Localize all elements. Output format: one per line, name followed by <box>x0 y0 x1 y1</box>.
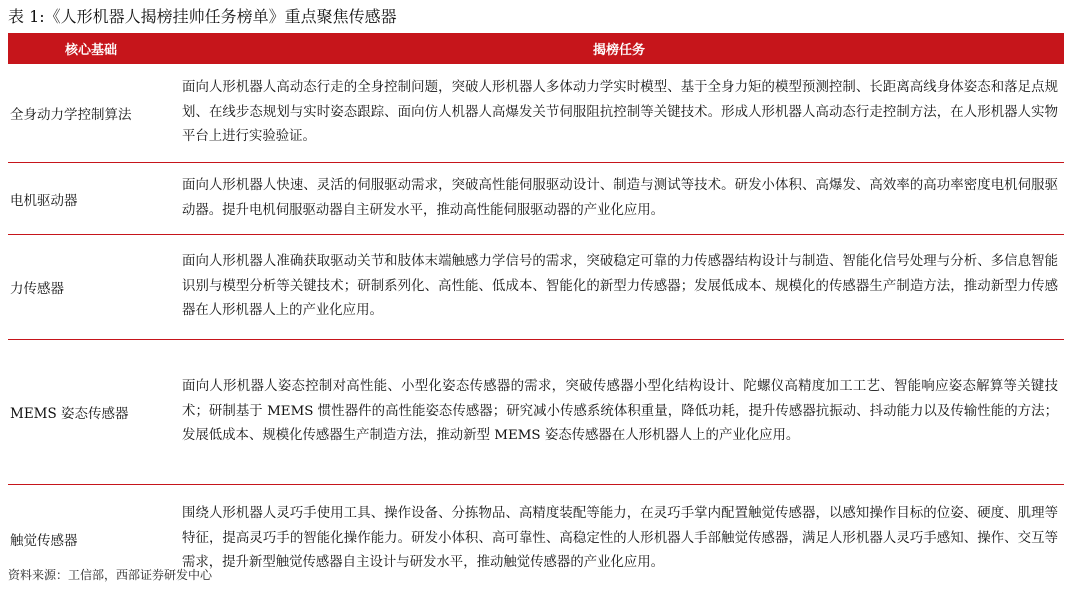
table-title: 表 1:《人形机器人揭榜挂帅任务榜单》重点聚焦传感器 <box>8 3 397 31</box>
row-task: 面向人形机器人姿态控制对高性能、小型化姿态传感器的需求，突破传感器小型化结构设计、陀螺仪高精度加工工艺、智能响应姿态解算等关键技术；研制基于 MEMS 惯性器件的高性能姿态传感器；研究减小传感系统体积重量，降低功耗，提升传感器抗振动、抖动能力以及传输性能的方法；发展低成本、规模化传感器生产制造方法，推动新型 MEMS 姿态传感器在人形机器人上的产业化应用。 <box>174 340 1064 485</box>
row-key: MEMS 姿态传感器 <box>8 340 174 485</box>
row-key: 触觉传感器 <box>8 485 174 593</box>
table-header-row <box>8 33 1064 64</box>
row-task: 面向人形机器人快速、灵活的伺服驱动需求，突破高性能伺服驱动设计、制造与测试等技术。研发小体积、高爆发、高效率的高功率密度电机伺服驱动器。提升电机伺服驱动器自主研发水平，推动高性能伺服驱动器的产业化应用。 <box>174 163 1064 235</box>
row-key: 力传感器 <box>8 235 174 340</box>
row-task: 面向人形机器人高动态行走的全身控制问题，突破人形机器人多体动力学实时模型、基于全身力矩的模型预测控制、长距离高线身体姿态和落足点规划、在线步态规划与实时姿态跟踪、面向仿人机器人高爆发关节伺服阻抗控制等关键技术。形成人形机器人高动态行走控制方法，在人形机器人实物平台上进行实验验证。 <box>174 64 1064 163</box>
row-task: 围绕人形机器人灵巧手使用工具、操作设备、分拣物品、高精度装配等能力，在灵巧手掌内配置触觉传感器，以感知操作目标的位姿、硬度、肌理等特征，提高灵巧手的智能化操作能力。研发小体积、高可靠性、高稳定性的人形机器人手部触觉传感器，满足人形机器人灵巧手感知、操作、交互等需求，提升新型触觉传感器自主设计与研发水平，推动触觉传感器的产业化应用。 <box>174 485 1064 593</box>
table-row <box>8 163 1064 235</box>
header-core-basis: 核心基础 <box>8 33 174 64</box>
table-row <box>8 235 1064 340</box>
task-table <box>8 33 1064 593</box>
row-key: 全身动力学控制算法 <box>8 64 174 163</box>
row-task: 面向人形机器人准确获取驱动关节和肢体末端触感力学信号的需求，突破稳定可靠的力传感器结构设计与制造、智能化信号处理与分析、多信息智能识别与模型分析等关键技术；研制系列化、高性能、低成本、智能化的新型力传感器；发展低成本、规模化的传感器生产制造方法，推动新型力传感器在人形机器人上的产业化应用。 <box>174 235 1064 340</box>
table-row <box>8 64 1064 163</box>
row-key: 电机驱动器 <box>8 163 174 235</box>
table-row <box>8 340 1064 485</box>
source-note: 资料来源：工信部，西部证券研发中心 <box>8 566 212 583</box>
header-task: 揭榜任务 <box>174 33 1064 64</box>
